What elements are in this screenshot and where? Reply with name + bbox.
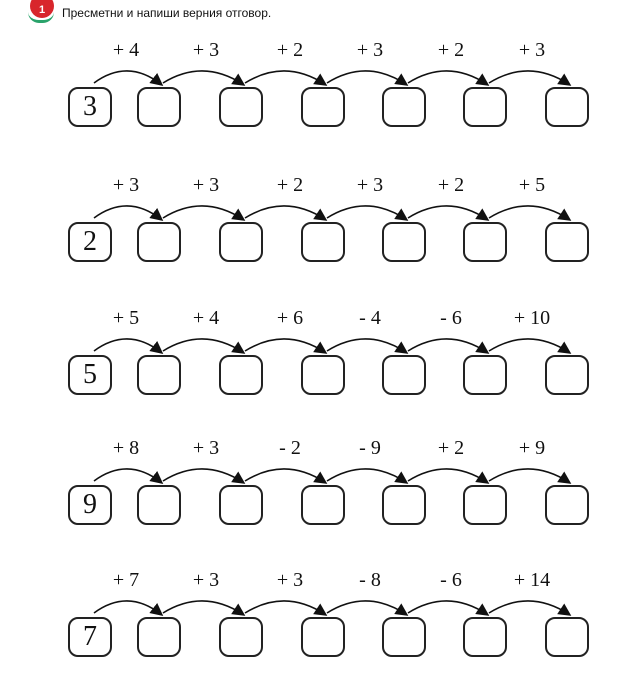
operation-label: + 2 bbox=[276, 39, 304, 61]
answer-box[interactable] bbox=[382, 617, 426, 657]
exercise-row bbox=[0, 438, 640, 548]
answer-box[interactable] bbox=[463, 87, 507, 127]
arrow-icon bbox=[489, 601, 570, 615]
answer-box[interactable] bbox=[545, 617, 589, 657]
operation-label: + 3 bbox=[356, 39, 384, 61]
arrow-icon bbox=[327, 601, 407, 615]
operation-label: + 14 bbox=[513, 569, 551, 591]
operation-label: - 9 bbox=[359, 437, 381, 459]
answer-box[interactable] bbox=[301, 87, 345, 127]
operation-label: - 6 bbox=[440, 307, 462, 329]
answer-box[interactable] bbox=[219, 355, 263, 395]
answer-box[interactable] bbox=[219, 87, 263, 127]
badge-decoration-icon bbox=[28, 12, 54, 23]
arrow-icon bbox=[408, 71, 488, 85]
answer-box[interactable] bbox=[463, 222, 507, 262]
operation-label: - 8 bbox=[359, 569, 381, 591]
start-number-box: 7 bbox=[68, 617, 112, 657]
operation-label: + 3 bbox=[192, 174, 220, 196]
operation-label: - 4 bbox=[359, 307, 381, 329]
answer-box[interactable] bbox=[301, 222, 345, 262]
answer-box[interactable] bbox=[137, 222, 181, 262]
operation-label: + 4 bbox=[112, 39, 140, 61]
exercise-number-badge: 1 bbox=[30, 0, 54, 18]
arrow-icon bbox=[327, 339, 407, 353]
arrow-icon bbox=[245, 339, 326, 353]
arrow-icon bbox=[94, 339, 162, 353]
header bbox=[0, 0, 640, 30]
arrow-icon bbox=[163, 469, 244, 483]
answer-box[interactable] bbox=[301, 617, 345, 657]
start-number-box: 9 bbox=[68, 485, 112, 525]
arrow-icon bbox=[408, 339, 488, 353]
answer-box[interactable] bbox=[301, 355, 345, 395]
answer-box[interactable] bbox=[219, 485, 263, 525]
operation-label: + 3 bbox=[192, 569, 220, 591]
start-number-box: 2 bbox=[68, 222, 112, 262]
operation-label: + 3 bbox=[112, 174, 140, 196]
answer-box[interactable] bbox=[545, 485, 589, 525]
operation-label: + 8 bbox=[112, 437, 140, 459]
answer-box[interactable] bbox=[545, 355, 589, 395]
arrow-icon bbox=[163, 601, 244, 615]
operation-label: + 9 bbox=[518, 437, 546, 459]
operation-label: - 2 bbox=[279, 437, 301, 459]
arrow-icon bbox=[163, 206, 244, 220]
arrow-icon bbox=[245, 71, 326, 85]
arrow-icon bbox=[489, 206, 570, 220]
answer-box[interactable] bbox=[382, 485, 426, 525]
arrow-icon bbox=[245, 469, 326, 483]
operation-label: + 6 bbox=[276, 307, 304, 329]
arrow-icon bbox=[245, 206, 326, 220]
exercise-row bbox=[0, 570, 640, 680]
exercise-row bbox=[0, 308, 640, 418]
arrow-icon bbox=[163, 339, 244, 353]
arrow-icon bbox=[408, 206, 488, 220]
answer-box[interactable] bbox=[137, 617, 181, 657]
operation-label: - 6 bbox=[440, 569, 462, 591]
operation-label: + 5 bbox=[112, 307, 140, 329]
arrow-icon bbox=[245, 601, 326, 615]
arrow-icon bbox=[94, 469, 162, 483]
answer-box[interactable] bbox=[137, 355, 181, 395]
answer-box[interactable] bbox=[545, 222, 589, 262]
exercise-row bbox=[0, 40, 640, 150]
answer-box[interactable] bbox=[463, 617, 507, 657]
answer-box[interactable] bbox=[219, 222, 263, 262]
operation-label: + 7 bbox=[112, 569, 140, 591]
arrow-icon bbox=[408, 469, 488, 483]
answer-box[interactable] bbox=[382, 355, 426, 395]
arrow-icon bbox=[94, 601, 162, 615]
answer-box[interactable] bbox=[137, 485, 181, 525]
arrow-icon bbox=[489, 71, 570, 85]
arrow-icon bbox=[327, 206, 407, 220]
operation-label: + 3 bbox=[192, 39, 220, 61]
arrow-icon bbox=[163, 71, 244, 85]
arrow-icon bbox=[94, 71, 162, 85]
answer-box[interactable] bbox=[137, 87, 181, 127]
exercise-row bbox=[0, 175, 640, 285]
answer-box[interactable] bbox=[463, 485, 507, 525]
operation-label: + 3 bbox=[192, 437, 220, 459]
operation-label: + 4 bbox=[192, 307, 220, 329]
operation-label: + 3 bbox=[356, 174, 384, 196]
answer-box[interactable] bbox=[545, 87, 589, 127]
answer-box[interactable] bbox=[301, 485, 345, 525]
operation-label: + 2 bbox=[276, 174, 304, 196]
operation-label: + 2 bbox=[437, 174, 465, 196]
arrow-icon bbox=[327, 71, 407, 85]
operation-label: + 3 bbox=[276, 569, 304, 591]
arrow-icon bbox=[408, 601, 488, 615]
operation-label: + 3 bbox=[518, 39, 546, 61]
answer-box[interactable] bbox=[463, 355, 507, 395]
instruction-text: Пресметни и напиши верния отговор. bbox=[62, 6, 272, 20]
answer-box[interactable] bbox=[382, 222, 426, 262]
operation-label: + 2 bbox=[437, 437, 465, 459]
answer-box[interactable] bbox=[219, 617, 263, 657]
operation-label: + 5 bbox=[518, 174, 546, 196]
start-number-box: 3 bbox=[68, 87, 112, 127]
arrow-icon bbox=[489, 339, 570, 353]
answer-box[interactable] bbox=[382, 87, 426, 127]
start-number-box: 5 bbox=[68, 355, 112, 395]
operation-label: + 2 bbox=[437, 39, 465, 61]
arrow-icon bbox=[489, 469, 570, 483]
arrow-icon bbox=[327, 469, 407, 483]
operation-label: + 10 bbox=[513, 307, 551, 329]
arrow-icon bbox=[94, 206, 162, 220]
